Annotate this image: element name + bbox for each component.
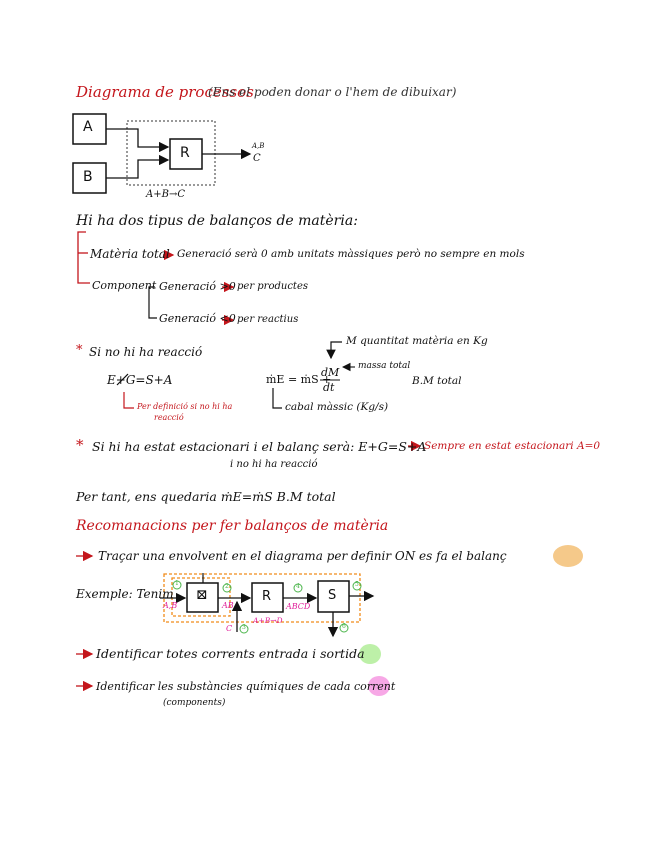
stream-5: 5 bbox=[355, 581, 359, 588]
bullet-star-2: * bbox=[76, 436, 84, 454]
no-reaction-note-1: Per definició si no hi ha bbox=[137, 402, 233, 411]
recommendation-1: Traçar una envolvent en el diagrama per definir ON es fa el balanç bbox=[98, 549, 507, 563]
note-bracket bbox=[124, 392, 134, 408]
dM-label: dM bbox=[321, 366, 340, 379]
ex-reaction-label: A+B→D bbox=[253, 616, 283, 625]
box-r-label: R bbox=[180, 145, 190, 161]
orange-marker-dot bbox=[553, 545, 583, 567]
no-reaction-title: Si no hi ha reacció bbox=[89, 345, 203, 359]
balances-bracket bbox=[78, 232, 90, 283]
dt-label: dt bbox=[323, 381, 335, 394]
c-label: C bbox=[226, 624, 233, 633]
gen-pos-desc: per productes bbox=[237, 281, 308, 292]
gen-neg-label: Generació <0 bbox=[159, 312, 236, 325]
stream-1: 1 bbox=[175, 580, 179, 587]
section-title: Diagrama de processos bbox=[76, 83, 254, 101]
m-quantity-label: M quantitat matèria en Kg bbox=[346, 335, 488, 347]
total-label: Matèria total bbox=[90, 247, 170, 261]
separator-label: S bbox=[328, 588, 337, 603]
gen-pos-label: Generació >0 bbox=[159, 280, 236, 293]
example-label: Exemple: Tenim bbox=[76, 587, 174, 601]
flow-b bbox=[106, 160, 168, 178]
recommendation-2: Identificar totes corrents entrada i sortida bbox=[96, 646, 365, 661]
abcd-label: ABCD bbox=[286, 602, 311, 611]
steady-line-1: Si hi ha estat estacionari i el balanç serà: E+G=S+A bbox=[92, 439, 427, 454]
recommendation-3-sub: (components) bbox=[163, 698, 226, 708]
mid-label: AB bbox=[222, 601, 234, 610]
output-c-label: C bbox=[253, 153, 261, 164]
bullet-star-1: * bbox=[76, 343, 83, 358]
bm-total-label: B.M total bbox=[412, 375, 462, 387]
no-reaction-eq: E+G=S+A bbox=[107, 373, 173, 387]
stream-4: 4 bbox=[296, 583, 300, 590]
no-reaction-note-2: reacció bbox=[154, 413, 184, 422]
mixer-symbol: ⊠ bbox=[196, 587, 208, 603]
conclusion-text: Per tant, ens quedaria ṁE=ṁS B.M total bbox=[76, 489, 336, 504]
balances-heading: Hi ha dos tipus de balanços de matèria: bbox=[76, 213, 358, 229]
steady-line-2: i no hi ha reacció bbox=[230, 459, 318, 470]
cabal-bracket bbox=[273, 388, 282, 408]
section-subtitle: (Ens el poden donar o l'hem de dibuixar) bbox=[208, 85, 457, 99]
box-a-label: A bbox=[83, 119, 93, 135]
reactor-label: R bbox=[262, 589, 272, 604]
stream-2: 2 bbox=[225, 583, 229, 590]
stream-6: 6 bbox=[342, 623, 346, 630]
box-b-label: B bbox=[83, 169, 93, 185]
in-label: A,B bbox=[163, 601, 178, 610]
reaction-label: A+B→C bbox=[146, 189, 185, 200]
recommendation-3: Identificar les substàncies químiques de cada corrent bbox=[96, 680, 396, 693]
flow-a bbox=[106, 129, 168, 147]
m-bracket bbox=[331, 342, 342, 358]
massa-total-label: massa total bbox=[358, 361, 411, 371]
output-ab-label: A,B bbox=[252, 142, 265, 150]
balance-eq: ṁE = ṁS + bbox=[266, 373, 332, 386]
stream-3: 3 bbox=[242, 624, 246, 631]
steady-always: Sempre en estat estacionari A=0 bbox=[424, 440, 601, 452]
component-label: Component bbox=[92, 279, 157, 292]
total-desc: Generació serà 0 amb unitats màssiques però no sempre en mols bbox=[177, 248, 525, 260]
cabal-label: cabal màssic (Kg/s) bbox=[285, 401, 389, 413]
recommendations-title: Recomanacions per fer balanços de matèria bbox=[76, 518, 389, 534]
gen-neg-desc: per reactius bbox=[237, 314, 299, 325]
